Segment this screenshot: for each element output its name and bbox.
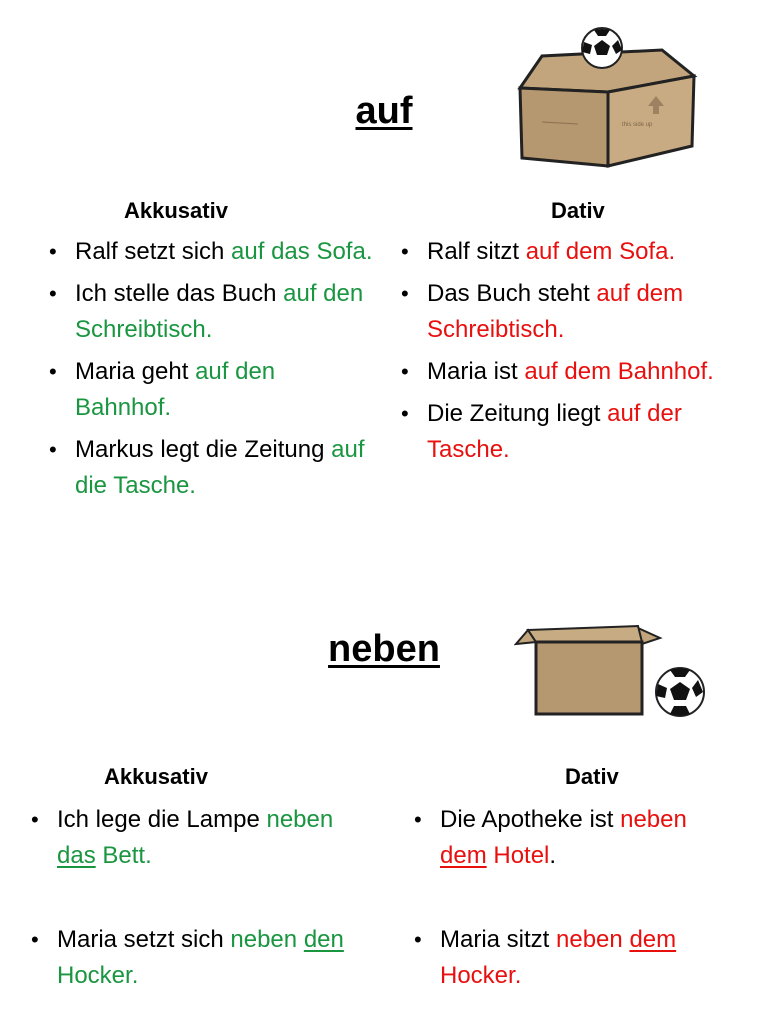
list-item: • Maria geht auf den Bahnhof. xyxy=(45,354,375,426)
list-item: • Das Buch steht auf dem Schreibtisch. xyxy=(397,276,737,348)
list-item: • Markus legt die Zeitung auf die Tasche. xyxy=(45,432,375,504)
list-item: • Die Zeitung liegt auf der Tasche. xyxy=(397,396,737,468)
list-item: • Maria sitzt neben dem Hocker. xyxy=(410,922,740,994)
dativ-list xyxy=(410,802,740,1000)
list-item: • Die Apotheke ist neben dem Hotel. xyxy=(410,802,740,874)
dativ-header: Dativ xyxy=(565,764,619,789)
list-item: • Ralf sitzt auf dem Sofa. xyxy=(397,234,737,270)
dativ-list xyxy=(397,234,737,474)
box-with-ball-beside-icon xyxy=(514,618,720,722)
akkusativ-list xyxy=(45,234,375,510)
list-item: • Maria setzt sich neben den Hocker. xyxy=(27,922,377,994)
svg-text:this side up: this side up xyxy=(622,122,653,128)
list-item: • Ralf setzt sich auf das Sofa. xyxy=(45,234,375,270)
title-auf: auf xyxy=(355,90,413,132)
box-with-ball-on-top-icon xyxy=(512,26,702,176)
list-item: • Maria ist auf dem Bahnhof. xyxy=(397,354,737,390)
list-item: • Ich stelle das Buch auf den Schreibtisch. xyxy=(45,276,375,348)
list-item: • Ich lege die Lampe neben das Bett. xyxy=(27,802,377,874)
akkusativ-header: Akkusativ xyxy=(104,764,208,789)
akkusativ-header: Akkusativ xyxy=(124,198,228,223)
akkusativ-list xyxy=(27,802,377,1000)
dativ-header: Dativ xyxy=(551,198,605,223)
title-neben: neben xyxy=(328,628,440,670)
